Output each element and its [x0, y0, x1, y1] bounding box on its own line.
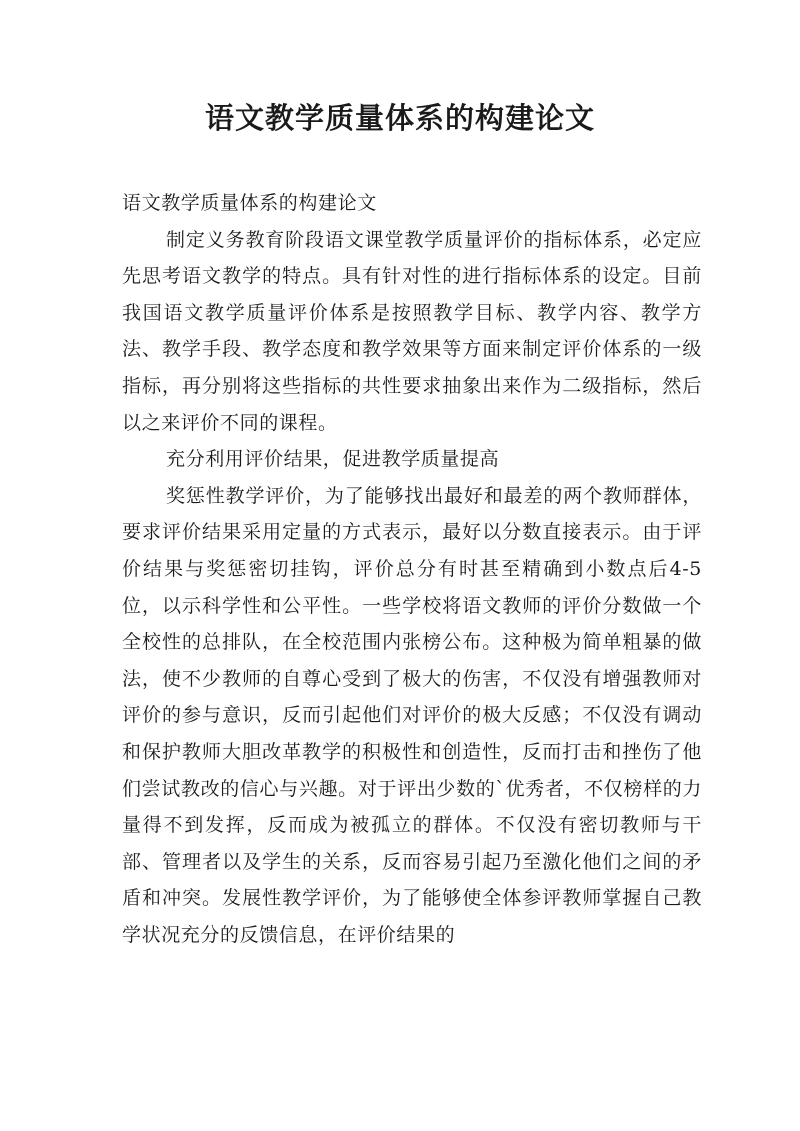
- intro-paragraph: 制定义务教育阶段语文课堂教学质量评价的指标体系，必定应先思考语文教学的特点。具有针对性的进行指标体系的设定。目前我国语文教学质量评价体系是按照教学目标、教学内容、教学方法、教学手段、教学态度和教学效果等方面来制定评价体系的一级指标，再分别将这些指标的共性要求抽象出来作为二级指标，然后以之来评价不同的课程。: [122, 228, 702, 434]
- document-body: [122, 185, 702, 953]
- evaluation-paragraph: 奖惩性教学评价，为了能够找出最好和最差的两个教师群体，要求评价结果采用定量的方式表示，最好以分数直接表示。由于评价结果与奖惩密切挂钩，评价总分有时甚至精确到小数点后4-5位，以示科学性和公平性。一些学校将语文教师的评价分数做一个全校性的总排队，在全校范围内张榜公布。这种极为简单粗暴的做法，使不少教师的自尊心受到了极大的伤害，不仅没有增强教师对评价的参与意识，反而引起他们对评价的极大反感；不仅没有调动和保护教师大胆改革教学的积极性和创造性，反而打击和挫伤了他们尝试教改的信心与兴趣。对于评出少数的`优秀者，不仅榜样的力量得不到发挥，反而成为被孤立的群体。不仅没有密切教师与干部、管理者以及学生的关系，反而容易引起乃至激化他们之间的矛盾和冲突。发展性教学评价，为了能够使全体参评教师掌握自己教学状况充分的反馈信息，在评价结果的: [122, 484, 702, 946]
- subtitle-paragraph: 语文教学质量体系的构建论文: [122, 192, 377, 214]
- section-heading: 充分利用评价结果，促进教学质量提高: [166, 448, 500, 471]
- document-title: 语文教学质量体系的构建论文: [204, 101, 595, 135]
